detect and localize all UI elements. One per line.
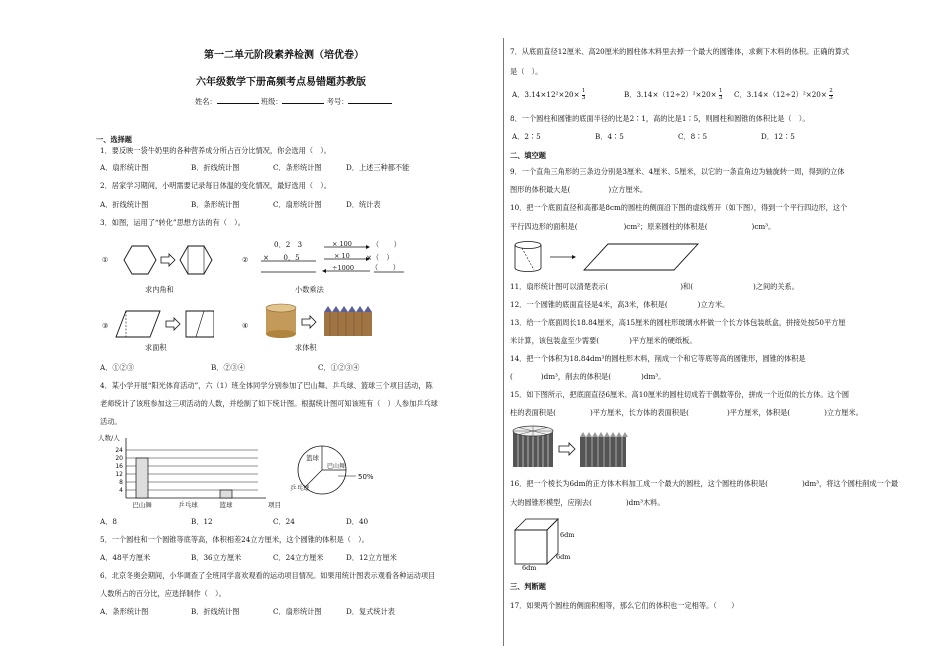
- name-field[interactable]: [217, 103, 259, 104]
- q9-text-line1: 9．一个直角三角形的三条边分别是3厘米、4厘米、5厘米，以它的一条直角边为轴旋转一周，得到的立体: [510, 167, 845, 176]
- q12-text-b: )立方米。: [697, 300, 730, 309]
- q1-option-c[interactable]: C．条形统计图: [273, 163, 322, 172]
- q7-option-a[interactable]: [512, 89, 585, 101]
- q8-option-d[interactable]: D．12∶5: [761, 132, 795, 141]
- q3-option-a[interactable]: A．①②③: [100, 363, 134, 372]
- q3-fig1-hexagon-figure: [114, 243, 214, 277]
- page-title: 第一二单元阶段素养检测（培优卷）: [204, 50, 364, 61]
- class-field[interactable]: [282, 103, 324, 104]
- q9-text-b: )立方厘米。: [608, 185, 648, 194]
- name-label: 姓名：: [195, 97, 217, 106]
- q7-option-b-text: B．3.14×（12÷2）²×20×: [624, 90, 717, 99]
- q15-text-c: )平方厘米，体积是(: [727, 408, 791, 417]
- q11-text-c: )之间的关系。: [753, 282, 799, 291]
- q3-fig2-row1: 0．2 3: [274, 240, 303, 249]
- q2-option-a[interactable]: A．折线统计图: [100, 200, 149, 209]
- q3-fig3-caption: 求面积: [145, 343, 167, 352]
- q6-text-line1: 6．北京冬奥会期间，小华调查了全班同学喜欢观看的运动项目情况。如果用统计图表示观看各种运动项目: [100, 571, 436, 580]
- q5-text: 5．一个圆柱和一个圆锥等底等高，体积相差24立方厘米，这个圆锥的体积是（ ）。: [100, 535, 369, 544]
- q7-b-numerator: 1: [718, 88, 723, 94]
- q1-option-b[interactable]: B．折线统计图: [191, 163, 240, 172]
- y-axis-label: 人数/人: [98, 434, 120, 442]
- q16-cube-figure: [512, 516, 562, 572]
- q6-option-d[interactable]: D．复式统计表: [346, 607, 395, 616]
- y-tick-label: 8: [119, 479, 123, 486]
- q16-text-line1: [510, 479, 898, 488]
- q3-option-c[interactable]: C．①②③④: [318, 363, 360, 372]
- q3-fig1-caption: 求内角和: [145, 285, 174, 294]
- q3-fig2-caption: 小数乘法: [295, 285, 324, 294]
- q3-fig4-caption: 求体积: [295, 343, 317, 352]
- q1-text: 1．要反映一袋牛奶里的各种营养成分所占百分比情况，你会选用（ ）。: [100, 146, 331, 155]
- q3-fig3-number: ③: [102, 321, 109, 330]
- section-fill: 二、填空题: [510, 151, 546, 160]
- q3-fig2-number: ②: [242, 255, 249, 264]
- q16-text-c: 大的圆锥形模型，应削去(: [510, 498, 592, 507]
- q5-option-c[interactable]: C．24立方厘米: [273, 553, 324, 562]
- q3-fig2-arrow2-label: × 10: [334, 252, 350, 260]
- student-info-row: [195, 97, 392, 106]
- q6-option-b[interactable]: B．折线统计图: [191, 607, 240, 616]
- q14-text-a: (: [510, 372, 513, 381]
- q16-text-b: )dm³，将这个圆柱削成一个最: [801, 479, 899, 488]
- q15-text-line2: [510, 408, 863, 417]
- q13-text-b: )平方厘米的硬纸板。: [629, 336, 697, 345]
- q2-option-c[interactable]: C．扇形统计图: [273, 200, 322, 209]
- q15-text-a: 柱的表面积是(: [510, 408, 556, 417]
- q16-text-d: )dm³木料。: [625, 498, 665, 507]
- pie-label-basketball: 篮球: [306, 454, 319, 462]
- q9-text-line2: [510, 185, 647, 194]
- q3-fig2-blank1: （ ）: [372, 240, 401, 249]
- y-tick-label: 4: [119, 487, 123, 494]
- q7-c-numerator: 2: [829, 88, 833, 94]
- q4-bar-chart: [98, 432, 288, 512]
- q3-fig3-parallelogram-figure: [114, 308, 214, 340]
- q14-text-b: )dm³，削去的体积是(: [540, 372, 612, 381]
- q10-text-line1: 10．把一个底面直径和高都是8cm的圆柱的侧面沿下图的虚线剪开（如下图），得到一个平行四边形，这个: [510, 203, 848, 212]
- q3-fig1-number: ①: [102, 255, 109, 264]
- q11-text-a: 11．扇形统计图可以清楚表示(: [510, 282, 609, 291]
- q16-dim-height: 6dm: [560, 531, 575, 539]
- q6-option-a[interactable]: A．条形统计图: [100, 607, 149, 616]
- bar-巴山舞: [136, 458, 148, 498]
- q3-fig2-arrow3-label: ÷1000: [332, 264, 354, 272]
- column-divider: [503, 38, 504, 646]
- q3-fig2-blank2: ×（ ）: [366, 253, 394, 262]
- q15-cylinder-cut-figure: [512, 425, 632, 471]
- q14-text-line1: 14．把一个体积为18.84dm³的圆柱形木料，削成一个和它等底等高的圆锥形，圆锥的体积是: [510, 354, 806, 363]
- right-column: [510, 0, 912, 672]
- y-tick-label: 20: [115, 455, 123, 462]
- q7-a-numerator: 1: [581, 88, 586, 94]
- x-tick-label: 巴山舞: [132, 501, 152, 509]
- q5-option-b[interactable]: B．36立方厘米: [191, 553, 242, 562]
- q3-option-b[interactable]: B．②③④: [211, 363, 246, 372]
- q13-text-line1: 13．给一个底面周长18.84厘米，高15厘米的圆柱形玻璃水杯做一个长方体包装纸盒，拼接处按50平方厘: [510, 318, 846, 327]
- q7-a-denominator: 3: [581, 94, 586, 101]
- q10-text-c: )cm³。: [751, 222, 776, 231]
- q16-dim-depth: 6dm: [556, 553, 571, 561]
- x-tick-label: 乒乓球: [178, 501, 198, 509]
- q16-text-a: 16．把一个棱长为6dm的正方体木料加工成一个最大的圆柱，这个圆柱的体积是(: [510, 479, 768, 488]
- q15-text-d: )立方厘米。: [824, 408, 863, 417]
- q4-text-line2: 老师统计了该班参加这三项活动的人数，并绘制了如下统计图。根据统计图可知该班有（ ）人参加乒乓球: [100, 399, 438, 408]
- q7-option-c[interactable]: [734, 89, 833, 101]
- q16-text-line2: [510, 498, 665, 507]
- pie-percent-label: 50%: [358, 473, 374, 481]
- q15-text-line1: 15．如下图所示，把底面直径6厘米、高10厘米的圆柱切成若干偶数等份，拼成一个近似的长方体。这个圆: [510, 390, 850, 399]
- q4-text-line3: 活动。: [100, 417, 122, 426]
- q7-option-b-fraction: [719, 89, 723, 101]
- q14-text-line2: [510, 372, 665, 381]
- q3-fig4-number: ④: [242, 321, 249, 330]
- q12-text-a: 12．一个圆锥的底面直径是4米，高3米，体积是(: [510, 300, 668, 309]
- pie-label-pingpong: 乒乓球: [290, 484, 310, 492]
- q2-option-d[interactable]: D．统计表: [346, 200, 381, 209]
- q6-text-line2: 人数所占的百分比，应选择制作（ ）。: [100, 589, 226, 598]
- q12-text: [510, 300, 729, 309]
- exam-label: 考号：: [326, 97, 349, 106]
- q7-text-line1: 7．从底面直径12厘米、高20厘米的圆柱体木料里去掉一个最大的圆锥体，求剩下木料的体积。正确的算式: [510, 47, 850, 56]
- q7-option-a-text: A．3.14×12²×20×: [512, 90, 580, 99]
- q3-fig4-cylinder-figure: [264, 302, 374, 340]
- q3-fig2-blank3: （ ）: [371, 263, 400, 272]
- left-column: [96, 0, 494, 672]
- q4-option-d[interactable]: D．40: [346, 517, 369, 526]
- q8-option-c[interactable]: C．8∶5: [678, 132, 708, 141]
- q10-text-b: )cm²；原来圆柱的体积是(: [623, 222, 708, 231]
- q17-text: 17．如果两个圆柱的侧面积相等，那么它们的体积也一定相等。（ ）: [510, 601, 739, 610]
- q5-option-a[interactable]: A．48平方厘米: [100, 553, 151, 562]
- page-subtitle: 六年级数学下册高频考点易错题苏教版: [196, 77, 366, 88]
- bar-篮球: [220, 490, 232, 498]
- q7-c-denominator: 3: [829, 94, 833, 101]
- q15-text-b: )平方厘米，长方体的表面积是(: [589, 408, 689, 417]
- q13-text-a: 米计算，该包装盒至少需要(: [510, 336, 600, 345]
- q16-dim-width: 6dm: [522, 564, 537, 572]
- q10-text-line2: [510, 222, 775, 231]
- y-tick-label: 24: [115, 447, 123, 454]
- class-label: 班级：: [260, 97, 283, 106]
- q4-text-line1: 4．某小学开展“阳光体育活动”，六（1）班全体同学分别参加了巴山舞、乒乓球、篮球三个项目活动，陈: [100, 381, 433, 390]
- q7-b-denominator: 3: [718, 94, 723, 101]
- q4-option-a[interactable]: A．8: [100, 517, 117, 526]
- q3-fig2-arrow1-label: × 100: [332, 240, 352, 248]
- q11-text: [510, 282, 799, 291]
- x-tick-label: 篮球: [219, 501, 233, 509]
- q4-option-b[interactable]: B．12: [191, 517, 213, 526]
- q1-option-d[interactable]: D．上述三种都不能: [346, 163, 410, 172]
- q3-fig2-row2: × 0．5: [263, 253, 300, 262]
- x-axis-label: 项目: [268, 501, 281, 509]
- q6-option-c[interactable]: C．扇形统计图: [273, 607, 322, 616]
- q11-text-b: )和(: [680, 282, 693, 291]
- q10-cylinder-unrolled-figure: [512, 240, 702, 274]
- q8-text: 8．一个圆柱和圆锥的底面半径的比是2∶1，高的比是1∶5，则圆柱和圆锥的体积比是（ ）。: [510, 114, 810, 123]
- q8-option-a[interactable]: A．2∶5: [512, 132, 541, 141]
- q8-option-b[interactable]: B．4∶5: [595, 132, 624, 141]
- y-tick-label: 12: [115, 471, 123, 478]
- pie-label-bashan: 巴山舞: [327, 463, 346, 470]
- q1-option-a[interactable]: A．扇形统计图: [100, 163, 149, 172]
- q2-text: 2．居家学习期间，小明需要记录每日体温的变化情况，最好选用（ ）。: [100, 181, 331, 190]
- q7-option-b[interactable]: [624, 89, 722, 101]
- q14-text-c: )dm³。: [641, 372, 666, 381]
- q5-option-d[interactable]: D．12立方厘米: [346, 553, 397, 562]
- q3-text: 3．如图，运用了“转化”思想方法的有（ ）。: [100, 218, 245, 227]
- q4-pie-chart: [290, 440, 390, 500]
- exam-number-field[interactable]: [348, 103, 392, 104]
- q13-text-line2: [510, 336, 697, 345]
- q7-option-c-text: C．3.14×（12÷2）²×20×: [734, 90, 827, 99]
- q9-text-a: 图形的体积最大是(: [510, 185, 571, 194]
- q7-text-line2: 是（ ）。: [510, 67, 543, 76]
- q7-option-a-fraction: [582, 89, 586, 101]
- q4-option-c[interactable]: C．24: [273, 517, 295, 526]
- y-tick-label: 16: [115, 463, 123, 470]
- q10-text-a: 平行四边形的面积是(: [510, 222, 578, 231]
- q7-option-c-fraction: [829, 89, 833, 101]
- section-choice: 一、选择题: [96, 135, 132, 144]
- section-judge: 三、判断题: [510, 582, 546, 591]
- q2-option-b[interactable]: B．条形统计图: [191, 200, 240, 209]
